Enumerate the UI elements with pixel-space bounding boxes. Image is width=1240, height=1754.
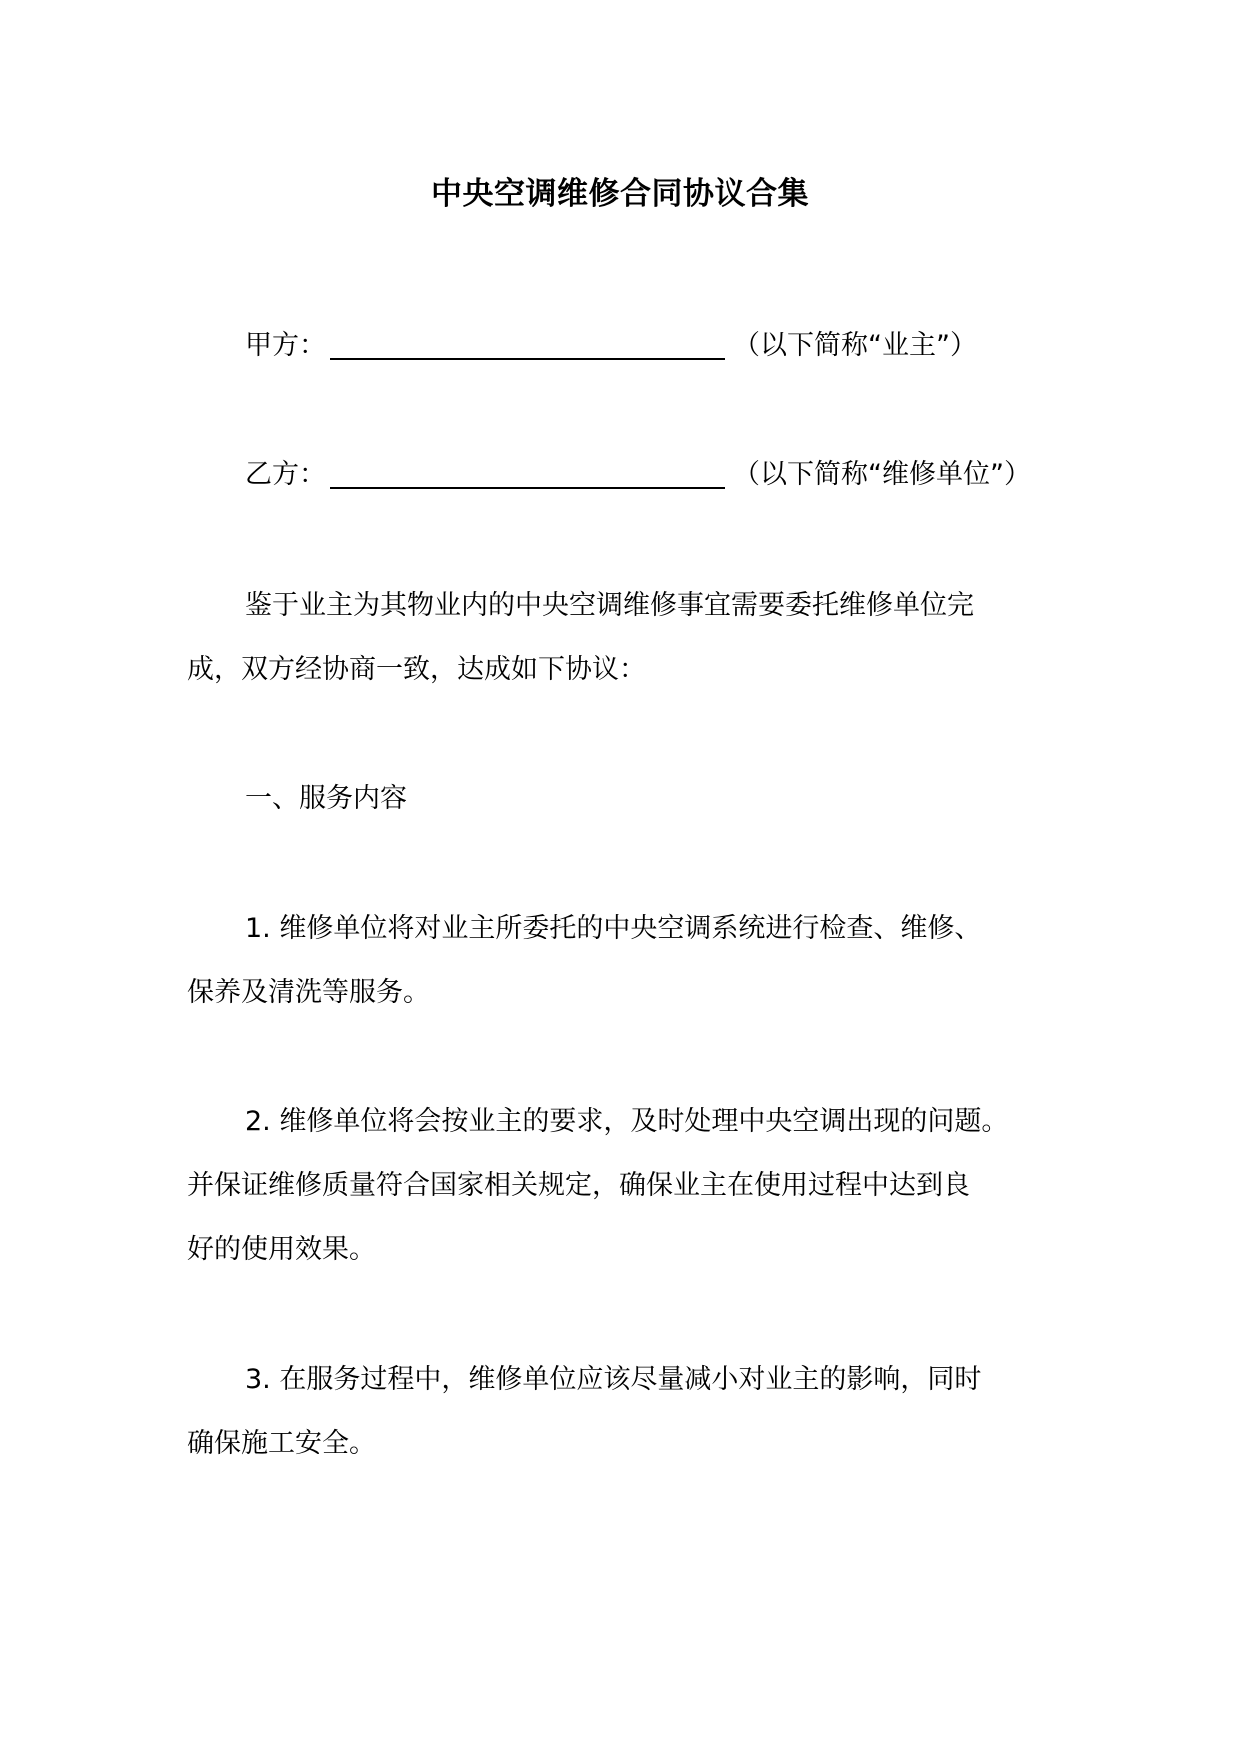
intro-line-2: 成，双方经协商一致，达成如下协议： xyxy=(187,654,646,685)
item-1-line-1: 1. 维修单位将对业主所委托的中央空调系统进行检查、维修、 xyxy=(245,913,982,944)
item-1-line-2: 保养及清洗等服务。 xyxy=(187,977,430,1008)
section-1-heading: 一、服务内容 xyxy=(245,783,407,814)
party-a-label: 甲方： xyxy=(245,330,326,361)
party-b-blank-field[interactable] xyxy=(330,457,725,489)
party-a-line xyxy=(245,328,977,364)
item-2-line-3: 好的使用效果。 xyxy=(187,1234,376,1265)
party-a-note: （以下简称“业主”） xyxy=(733,330,977,361)
section-1-item-3 xyxy=(187,1348,1057,1476)
item-2-line-1: 2. 维修单位将会按业主的要求，及时处理中央空调出现的问题。 xyxy=(245,1106,1009,1137)
section-1-item-2 xyxy=(187,1090,1057,1282)
item-2-line-2: 并保证维修质量符合国家相关规定，确保业主在使用过程中达到良 xyxy=(187,1170,970,1201)
item-3-line-1: 3. 在服务过程中，维修单位应该尽量减小对业主的影响，同时 xyxy=(245,1364,982,1395)
intro-line-1: 鉴于业主为其物业内的中央空调维修事宜需要委托维修单位完 xyxy=(245,590,974,621)
intro-paragraph xyxy=(187,574,1057,702)
section-1-item-1 xyxy=(187,897,1057,1025)
party-b-label: 乙方： xyxy=(245,459,326,490)
party-b-line xyxy=(245,457,1031,493)
party-a-blank-field[interactable] xyxy=(330,328,725,360)
item-3-line-2: 确保施工安全。 xyxy=(187,1428,376,1459)
party-b-note: （以下简称“维修单位”） xyxy=(733,459,1031,490)
document-title: 中央空调维修合同协议合集 xyxy=(431,176,809,212)
